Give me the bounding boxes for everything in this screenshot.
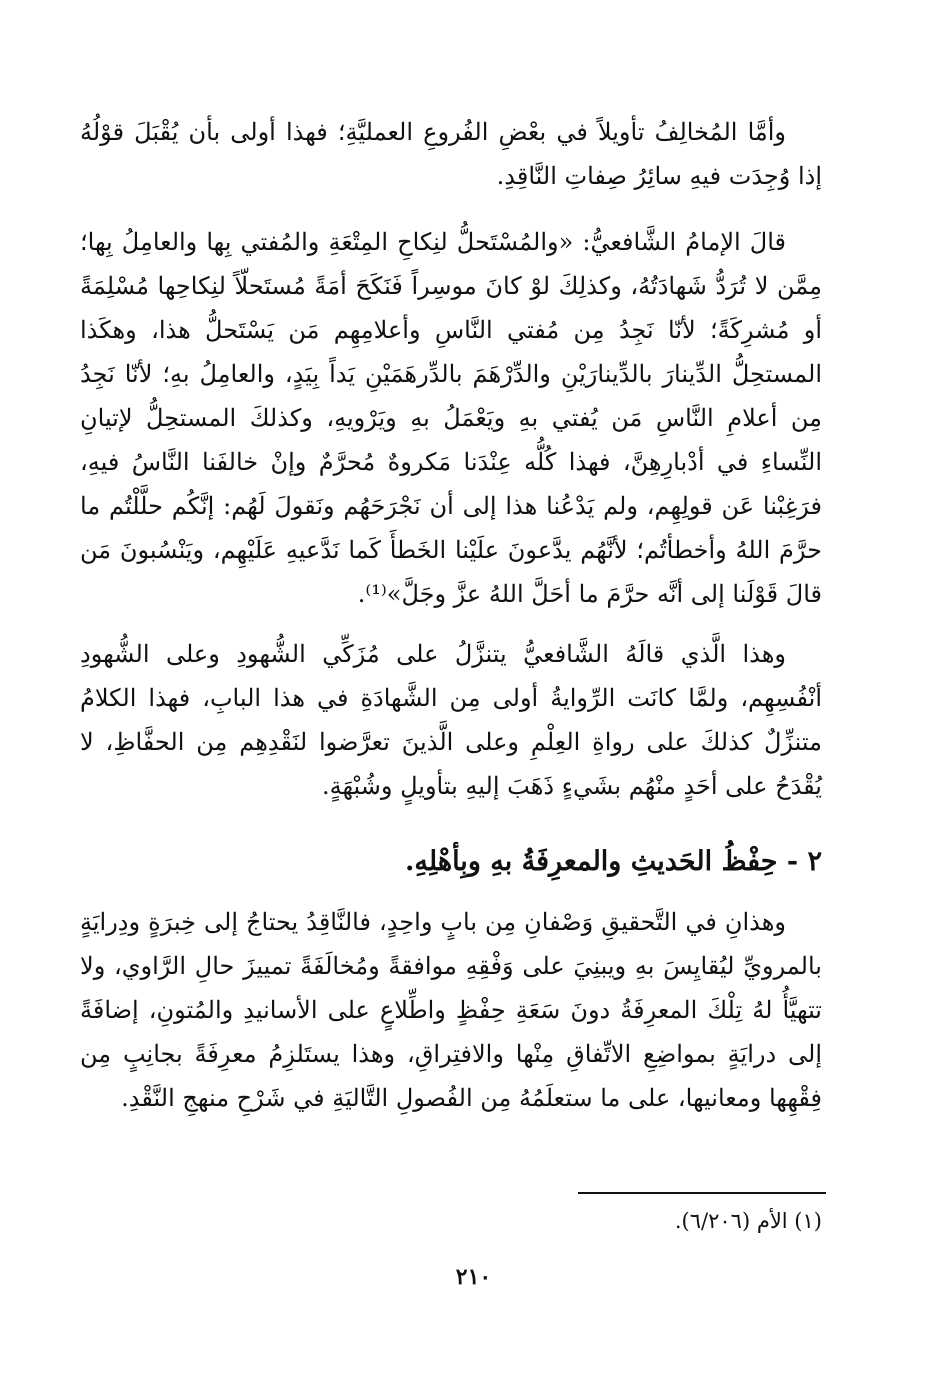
paragraph-4-text: وهذانِ في التَّحقيقِ وَصْفانِ مِن بابٍ واحِدٍ، فالنَّاقِدُ يحتاجُ إلى خِبرَةٍ ودِرايَةٍ بالمرويِّ ليُقايِسَ بهِ ويبنِيَ على وَفْقِهِ موافقةً ومُخالَفَةً تمييزَ حالِ الرَّاوي، ولا تتهيَّأُ لهُ تِلْكَ المعرِفَةُ دونَ سَعَةِ حِفْظٍ واطِّلاعٍ على الأسانيدِ والمُتونِ، إضافَةً إلى درايَةٍ بمواضِعِ الاتِّفاقِ مِنْها والافتِراقِ، وهذا يستَلزِمُ معرِفَةً بجانِبٍ مِن فِقْهِها ومعانيها، على ما ستعلَمُهُ مِن الفُصولِ التَّاليَةِ في شَرْحِ منهجِ النَّقْدِ.	[80, 908, 822, 1112]
paragraph-commentary	[80, 632, 822, 808]
paragraph-1-text: وأمَّا المُخالِفُ تأويلاً في بعْضِ الفُروعِ العمليَّةِ؛ فهذا أولى بأن يُقْبَلَ قوْلُهُ إذا وُجِدَت فيهِ سائِرُ صِفاتِ النَّاقِدِ.	[80, 118, 822, 190]
section-heading: ٢ - حِفْظُ الحَديثِ والمعرِفَةُ بهِ وبِأهْلِهِ.	[405, 846, 822, 877]
footnote-divider	[578, 1192, 826, 1194]
footnote: (١) الأم (٦/٢٠٦).	[674, 1209, 822, 1233]
paragraph-3-text: وهذا الَّذي قالَهُ الشَّافعيُّ يتنزَّلُ على مُزَكِّي الشُّهودِ وعلى الشُّهودِ أنْفُسِهِم، ولمَّا كانَت الرِّوايةُ أولى مِن الشَّهادَةِ في هذا البابِ، فهذا الكلامُ متنزِّلٌ كذلكَ على رواةِ العِلْمِ وعلى الَّذينَ تعرَّضوا لنَقْدِهِم مِن الحفَّاظِ، لا يُقْدَحُ على أحَدٍ منْهُم بشَيءٍ ذَهَبَ إليهِ بتأويلٍ وشُبْهَةٍ.	[80, 640, 822, 800]
paragraph-2-text: قالَ الإمامُ الشَّافعيُّ: «والمُسْتَحلُّ لنِكاحِ المِتْعَةِ والمُفتي بِها والعامِلُ بِها؛ مِمَّن لا تُرَدُّ شَهادَتُهُ، وكذلِكَ لوْ كانَ موسِراً فَنَكَحَ أمَةً مُستَحلّاً لنِكاحِها مُسْلِمَةً أو مُشرِكَةً؛ لأنّا نَجِدُ مِن مُفتي النَّاسِ وأعلامِهِم مَن يَسْتَحلُّ هذا، وهكَذا المستحِلُّ الدِّينارَ بالدِّينارَيْنِ والدِّرْهَمَ بالدِّرهَمَيْنِ يَداً بِيَدٍ، والعامِلُ بهِ؛ لأنّا نَجِدُ مِن أعلامِ النَّاسِ مَن يُفتي بهِ ويَعْمَلُ بهِ ويَرْويهِ، وكذلكَ المستحِلُّ لإتيانِ النِّساءِ في أدْبارِهِنَّ، فهذا كُلُّه عِنْدَنا مَكروهٌ مُحرَّمٌ وإنْ خالفَنا النَّاسُ فيهِ، فرَغِبْنا عَن قولِهِم، ولم يَدْعُنا هذا إلى أن نَجْرَحَهُم ونَقولَ لَهُم: إنَّكُم حلَّلْتُم ما حرَّمَ اللهُ وأخطأتُم؛ لأنَّهُم يدَّعونَ علَيْنا الخَطأَ كَما نَدَّعيهِ عَلَيْهِم، ويَنْسُبونَ مَن قالَ قَوْلَنا إلى أنَّه حرَّمَ ما أحَلَّ اللهُ عزَّ وجَلَّ»⁽¹⁾.	[80, 228, 822, 608]
paragraph-shafii-quote	[80, 220, 822, 616]
paragraph-hifz	[80, 900, 822, 1120]
page-number: ٢١٠	[455, 1264, 492, 1290]
paragraph-disagreement	[80, 110, 822, 198]
